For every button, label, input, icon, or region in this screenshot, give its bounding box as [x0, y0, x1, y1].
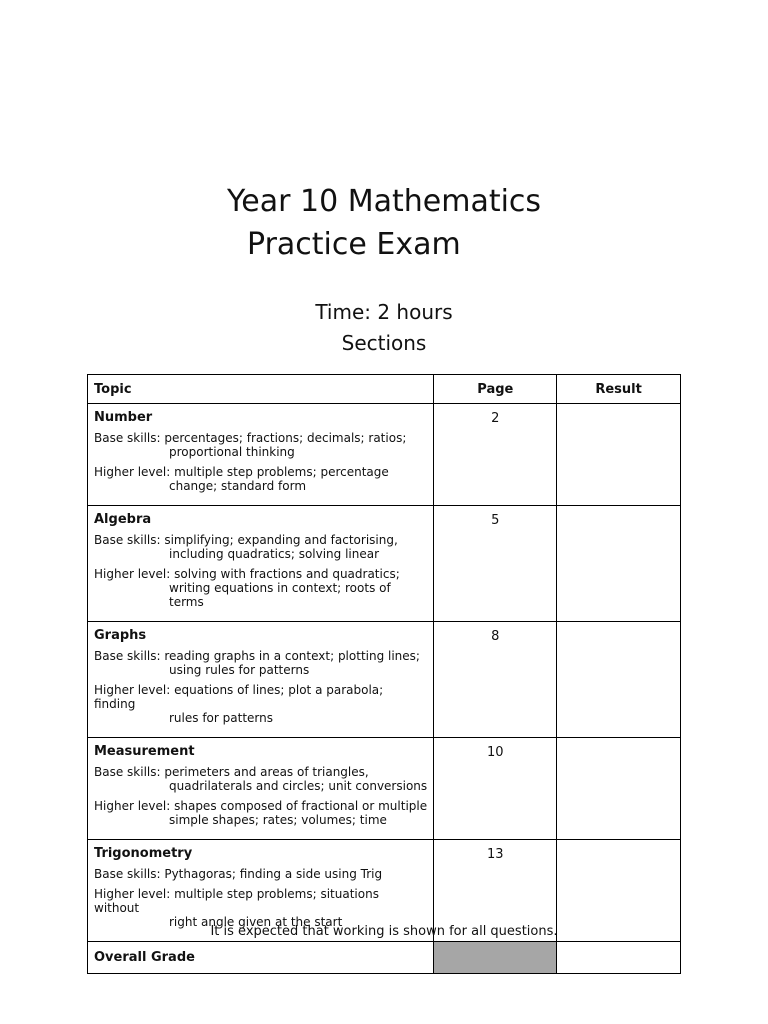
topic-name: Algebra	[94, 512, 152, 527]
base-skills-line1: Base skills: perimeters and areas of triangles,	[94, 765, 369, 779]
higher-level-line1: Higher level: multiple step problems; situations without	[94, 887, 379, 915]
higher-level-line1: Higher level: shapes composed of fractional or multiple	[94, 799, 428, 813]
table-row	[88, 622, 681, 738]
result-cell[interactable]	[557, 622, 681, 738]
table-row	[88, 738, 681, 840]
topic-name: Number	[94, 410, 153, 425]
higher-level-line2: change; standard form	[169, 479, 307, 493]
table-header-row	[88, 375, 681, 404]
sections-table	[87, 374, 681, 974]
base-skills	[94, 649, 427, 677]
base-skills-line1: Base skills: reading graphs in a context; plotting lines;	[94, 649, 420, 663]
higher-level-line2: right angle given at the start	[169, 915, 343, 929]
base-skills-line1: Base skills: percentages; fractions; decimals; ratios;	[94, 431, 407, 445]
exam-title: Year 10 Mathematics	[226, 184, 542, 219]
header-result: Result	[557, 375, 681, 404]
footer-note: It is expected that working is shown for all questions.	[210, 924, 558, 939]
table-row	[88, 506, 681, 622]
higher-level	[94, 887, 427, 929]
higher-level	[94, 799, 427, 827]
topic-name: Trigonometry	[94, 846, 193, 861]
base-skills-line2: proportional thinking	[169, 445, 295, 459]
topic-name: Measurement	[94, 744, 195, 759]
base-skills-line2: including quadratics; solving linear	[169, 547, 380, 561]
header-topic: Topic	[88, 375, 434, 404]
page-number: 8	[434, 622, 557, 738]
higher-level-line2: simple shapes; rates; volumes; time	[169, 813, 387, 827]
base-skills-line1: Base skills: simplifying; expanding and factorising,	[94, 533, 398, 547]
base-skills	[94, 533, 427, 561]
higher-level-line1: Higher level: solving with fractions and quadratics;	[94, 567, 400, 581]
base-skills-line1: Base skills: Pythagoras; finding a side using Trig	[94, 867, 383, 881]
higher-level-line1: Higher level: equations of lines; plot a parabola; finding	[94, 683, 384, 711]
exam-subtitle: Practice Exam	[247, 227, 461, 262]
result-cell[interactable]	[557, 404, 681, 506]
page-number: 13	[434, 840, 557, 942]
overall-grade-row	[88, 942, 681, 974]
base-skills	[94, 431, 427, 459]
overall-grade-page-cell	[434, 942, 557, 974]
exam-time: Time: 2 hours	[315, 300, 453, 324]
higher-level-line2: writing equations in context; roots of terms	[169, 581, 391, 609]
base-skills	[94, 867, 427, 881]
topic-name: Graphs	[94, 628, 147, 643]
higher-level	[94, 567, 427, 609]
topic-cell	[88, 404, 434, 506]
base-skills	[94, 765, 427, 793]
page-number: 5	[434, 506, 557, 622]
topic-cell	[88, 738, 434, 840]
page-number: 10	[434, 738, 557, 840]
higher-level	[94, 465, 427, 493]
higher-level	[94, 683, 427, 725]
overall-grade-result-cell[interactable]	[557, 942, 681, 974]
base-skills-line2: quadrilaterals and circles; unit conversions	[169, 779, 428, 793]
overall-grade-label: Overall Grade	[88, 942, 434, 974]
higher-level-line2: rules for patterns	[169, 711, 273, 725]
base-skills-line2: using rules for patterns	[169, 663, 310, 677]
page-number: 2	[434, 404, 557, 506]
result-cell[interactable]	[557, 738, 681, 840]
topic-cell	[88, 506, 434, 622]
result-cell[interactable]	[557, 506, 681, 622]
table-row	[88, 404, 681, 506]
topic-cell	[88, 622, 434, 738]
sections-heading: Sections	[341, 331, 427, 355]
higher-level-line1: Higher level: multiple step problems; percentage	[94, 465, 389, 479]
header-page: Page	[434, 375, 557, 404]
